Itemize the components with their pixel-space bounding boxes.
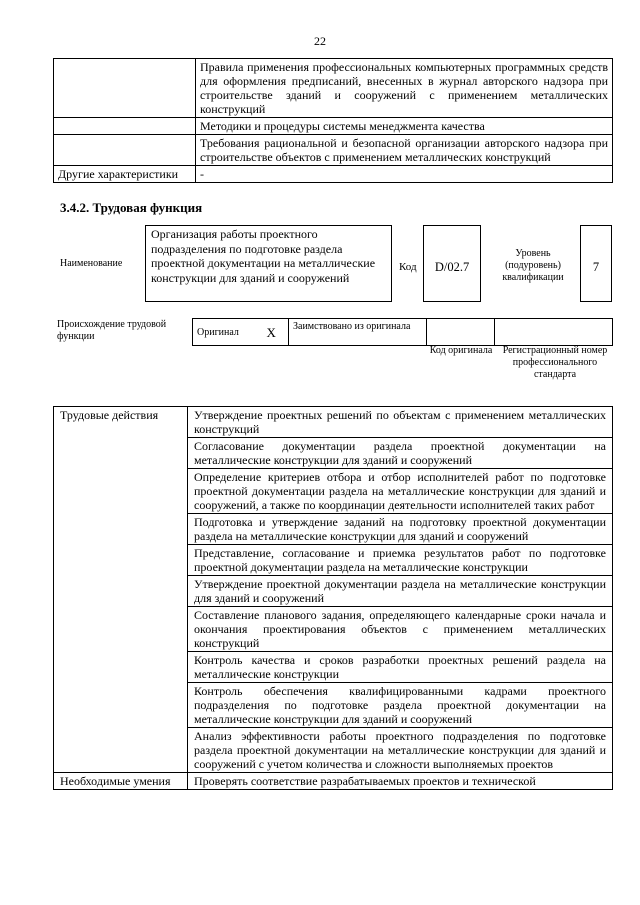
action-item: Утверждение проектной документации раздела на металлические конструкции для зданий и сооружений (188, 576, 613, 607)
knowledge-table (53, 58, 613, 183)
action-item: Представление, согласование и приемка результатов работ по подготовке проектной документации раздела на металлические конструкции (188, 545, 613, 576)
registration-number-cell (495, 319, 613, 346)
action-item: Составление планового задания, определяющего календарные сроки начала и окончания проектирования объектов с применением металлических конструкций (188, 607, 613, 652)
table-row (193, 319, 613, 346)
table-row (54, 773, 613, 790)
original-mark: X (255, 319, 289, 346)
row-text: Методики и процедуры системы менеджмента качества (196, 118, 613, 135)
qualification-level-box: 7 (580, 225, 612, 302)
row-text: Требования рациональной и безопасной организации авторского надзора при строительстве объектов с применением металлических конструкций (196, 135, 613, 166)
row-text: Правила применения профессиональных компьютерных программных средств для оформления предписаний, внесенных в журнал авторского надзора при строительстве зданий и сооружений с применением металлических конструкций (196, 59, 613, 118)
row-label (54, 118, 196, 135)
table-row (54, 166, 613, 183)
origin-table (192, 318, 613, 346)
action-item: Контроль качества и сроков разработки проектных решений раздела на металлические конструкции (188, 652, 613, 683)
other-characteristics-label: Другие характеристики (54, 166, 196, 183)
code-value-box: D/02.7 (423, 225, 481, 302)
table-row (54, 59, 613, 118)
action-item: Контроль обеспечения квалифицированными кадрами проектного подразделения по подготовке раздела проектной документации на металлические конструкции для зданий и сооружений (188, 683, 613, 728)
action-item: Утверждение проектных решений по объектам с применением металлических конструкций (188, 407, 613, 438)
code-caption: Код оригинала (429, 345, 493, 356)
code-label: Код (399, 261, 417, 273)
action-item: Подготовка и утверждение заданий на подготовку проектной документации раздела на металлические конструкции для зданий и сооружений (188, 514, 613, 545)
table-row (54, 135, 613, 166)
row-label (54, 135, 196, 166)
labor-actions-table (53, 406, 613, 790)
action-item: Согласование документации раздела проектной документации на металлические конструкции для зданий и сооружений (188, 438, 613, 469)
labor-actions-label: Трудовые действия (54, 407, 188, 773)
function-name-box: Организация работы проектного подразделения по подготовке раздела проектной документации на металлические конструкции для зданий и сооружений (145, 225, 392, 302)
required-skills-label: Необходимые умения (54, 773, 188, 790)
qualification-level-label: Уровень (подуровень) квалификации (502, 248, 564, 283)
row-label (54, 59, 196, 118)
table-row (54, 407, 613, 438)
original-label: Оригинал (193, 319, 255, 346)
action-item: Определение критериев отбора и отбор исполнителей работ по подготовке проектной документации раздела на металлические конструкции для зданий и сооружений, а также по координации деятельности исполнителей таких работ (188, 469, 613, 514)
borrowed-label: Заимствовано из оригинала (289, 319, 427, 346)
page-number: 22 (314, 34, 326, 48)
skill-item: Проверять соответствие разрабатываемых проектов и технической (188, 773, 613, 790)
other-characteristics-value: - (196, 166, 613, 183)
registration-caption: Регистрационный номер профессионального стандарта (502, 345, 608, 380)
section-heading: 3.4.2. Трудовая функция (60, 200, 203, 215)
name-label: Наименование (60, 258, 123, 269)
original-code-cell (427, 319, 495, 346)
table-row (54, 118, 613, 135)
origin-label: Происхождение трудовой функции (57, 319, 167, 342)
action-item: Анализ эффективности работы проектного подразделения по подготовке раздела проектной документации на металлические конструкции для зданий и сооружений с учетом количества и сложности выполняемых проектов (188, 728, 613, 773)
